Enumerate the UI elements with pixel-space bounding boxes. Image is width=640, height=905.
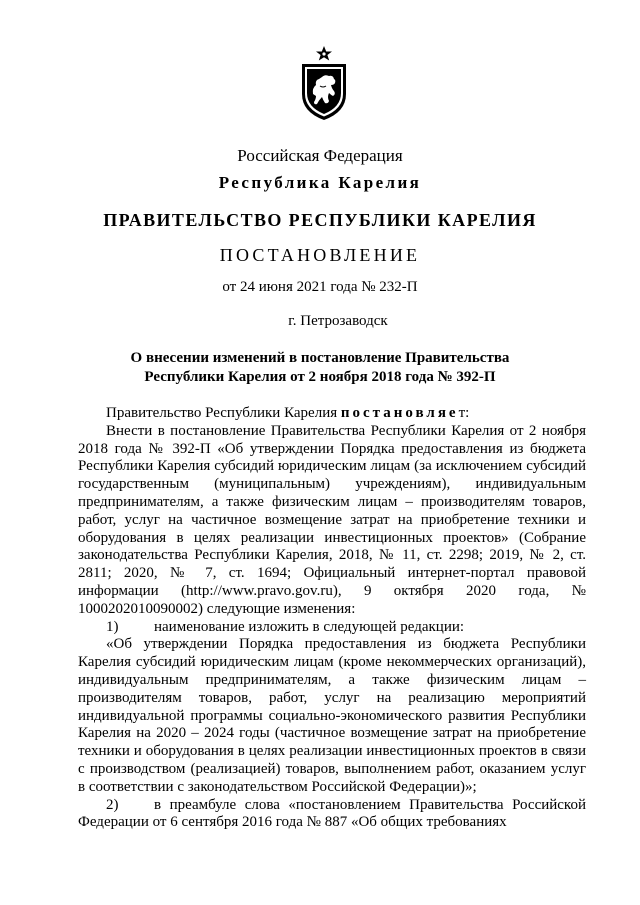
document-subject — [0, 349, 640, 387]
item-number: 1) — [106, 618, 119, 635]
subject-line-2: Республики Карелия от 2 ноября 2018 года № 392-П — [144, 369, 496, 385]
intro-suffix: т: — [458, 405, 470, 421]
document-body — [78, 405, 586, 832]
intro-prefix: Правительство Республики Карелия — [106, 405, 341, 421]
paragraph-new-title: «Об утверждении Порядка предоставления из бюджета Республики Карелия субсидий юридическим лицам (кроме некоммерческих организаций), индивидуальным предпринимателям, а также физическим лицам – производителям товаров, работ, услуг на реализацию мероприятий индивидуальной программы социально-экономического развития Республики Карелия на 2020 – 2024 годы (частичное возмещение затрат на приобретение техники и оборудования в целях реализации инвестиционных проектов в связи с производством (реализацией) товаров, выполнением работ, оказанием услуг в соответствии с законодательством Российской Федерации)»; — [78, 636, 586, 795]
paragraph-main: Внести в постановление Правительства Республики Карелия от 2 ноября 2018 года № 392-П «Об утверждении Порядка предоставления из бюджета Республики Карелия субсидий юридическим лицам (за исключением субсидий государственным (муниципальным) учреждениям), индивидуальным предпринимателям, а также физическим лицам – производителям товаров, работ, услуг на частичное возмещение затрат на приобретение техники и оборудования в целях реализации инвестиционных проектов» (Собрание законодательства Республики Карелия, 2018, № 11, ст. 2298; 2019, № 2, ст. 2811; 2020, № 7, ст. 1694; Официальный интернет-портал правовой информации (http://www.pravo.gov.ru), 9 октября 2020 года, № 1000202010090002) следующие изменения: — [78, 422, 586, 617]
item-text: в преамбуле слова «постановлением Правительства Российской Федерации от 6 сентября 2016 года № 887 «Об общих требованиях — [78, 796, 586, 831]
intro-resolves: постановляе — [340, 405, 459, 421]
item-text: наименование изложить в следующей редакции: — [154, 618, 465, 635]
intro-paragraph — [78, 405, 586, 423]
document-date: от 24 июня 2021 года № 232-П — [222, 279, 418, 295]
list-item-1 — [78, 619, 586, 637]
subject-line-1: О внесении изменений в постановление Правительства — [130, 350, 510, 366]
document-type: ПОСТАНОВЛЕНИЕ — [219, 245, 421, 265]
country-name: Российская Федерация — [237, 146, 403, 165]
government-title: ПРАВИТЕЛЬСТВО РЕСПУБЛИКИ КАРЕЛИЯ — [103, 210, 537, 230]
item-number: 2) — [106, 796, 119, 813]
coat-of-arms-emblem — [298, 44, 350, 122]
republic-name: Республика Карелия — [218, 173, 422, 192]
star-icon — [316, 46, 332, 61]
document-city: г. Петрозаводск — [288, 313, 388, 329]
list-item-2 — [78, 797, 586, 833]
